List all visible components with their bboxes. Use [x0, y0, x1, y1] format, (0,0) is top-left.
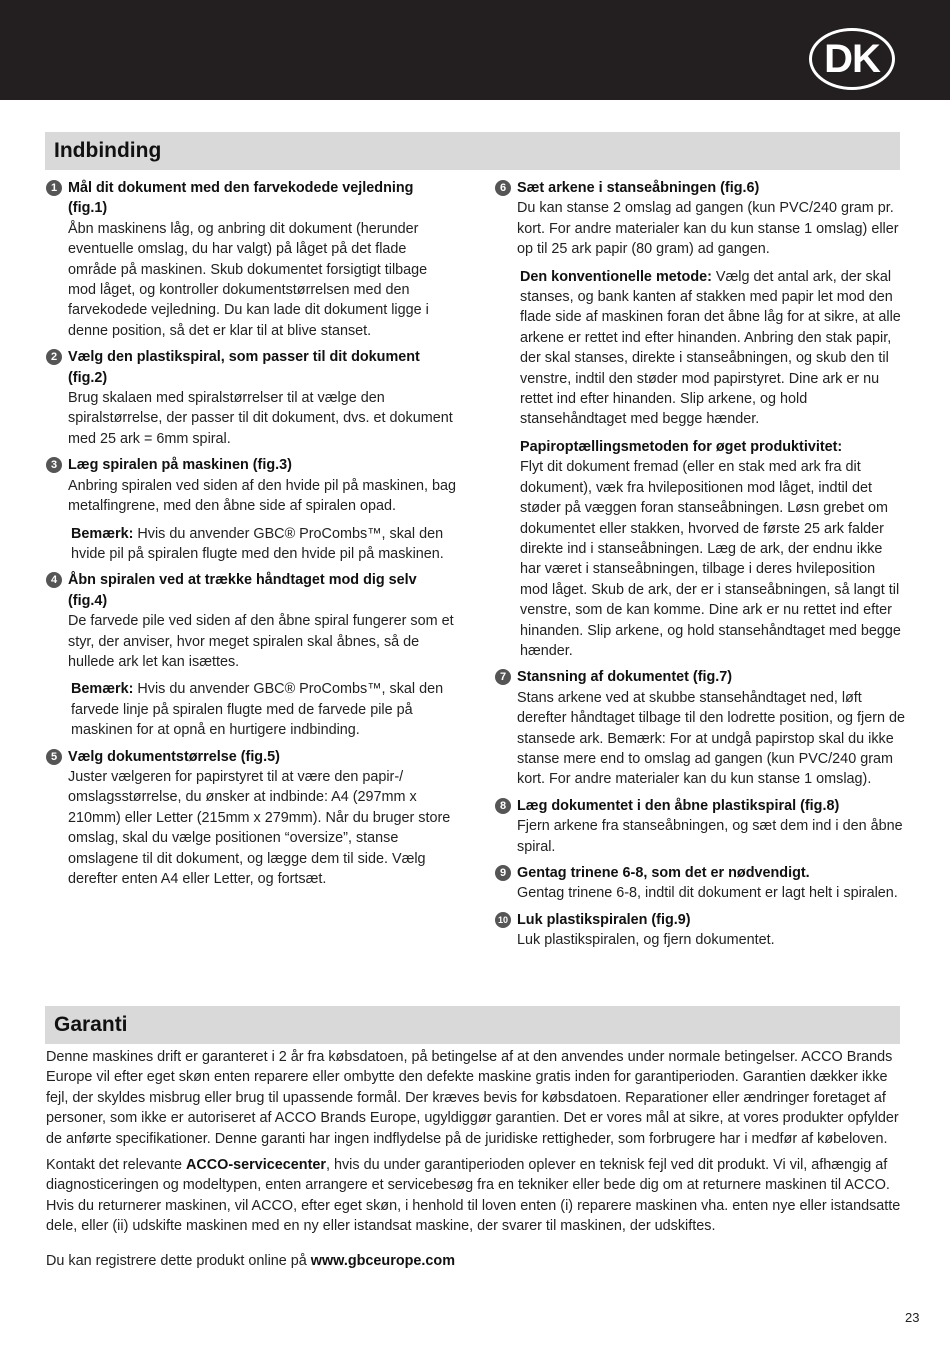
note-text: Hvis du anvender GBC® ProCombs™, skal den hvide pil på spiralen flugte med den hvide pil på maskinen. — [71, 525, 444, 562]
step-7 — [495, 667, 905, 789]
method-label: Papiroptællingsmetoden for øget produktivitet: — [520, 438, 843, 455]
method-text: Vælg det antal ark, der skal stanses, og bank kanten af stakken med papir let mod den flade side af maskinen foran det åbne låg for at sikre, at alle arkene er rettet ind efter hinanden. Anbring den stak papir, der skal stanses, direkte i stanseåbningen, og skub den til venstre, indtil den støder mod papirstyret. Dine ark er nu rettet ind efter hinanden. Slip arkene, og hold stansehåndtaget med begge hænder. — [520, 268, 901, 428]
note — [68, 524, 456, 565]
step-title: Mål dit dokument med den farvekodede vejledning (fig.1) — [68, 180, 414, 217]
section-title-garanti: Garanti — [45, 1006, 900, 1044]
left-column — [46, 178, 456, 895]
step-title: Sæt arkene i stanseåbningen (fig.6) — [517, 180, 760, 196]
step-number-badge: 2 — [46, 349, 62, 365]
step-1 — [46, 178, 456, 341]
step-9 — [495, 863, 905, 904]
method-label: Den konventionelle metode: — [520, 268, 712, 285]
note-label: Bemærk: — [71, 525, 134, 542]
note-label: Bemærk: — [71, 681, 134, 698]
step-title: Vælg dokumentstørrelse (fig.5) — [68, 748, 280, 765]
step-2 — [46, 347, 456, 449]
step-title: Læg dokumentet i den åbne plastikspiral (fig.8) — [517, 797, 840, 814]
step-5 — [46, 747, 456, 890]
language-badge: DK — [809, 28, 895, 90]
step-number-badge: 1 — [46, 180, 62, 196]
step-number-badge: 5 — [46, 749, 62, 765]
step-body: De farvede pile ved siden af den åbne spiral fungerer som et styr, der anviser, hvor meget spiralen skal åbnes, så de hullede ark let kan isættes. — [68, 613, 454, 670]
paragraph-text: Kontakt det relevante — [46, 1157, 186, 1174]
register-text: Du kan registrere dette produkt online på — [46, 1252, 311, 1269]
step-number-badge: 10 — [495, 912, 511, 928]
step-title: Stansning af dokumentet (fig.7) — [517, 669, 733, 686]
right-column — [495, 178, 905, 957]
paragraph-text: , hvis du under garantiperioden oplever en teknisk fejl ved dit produkt. Vi vil, afhængig af diagnosticeringen og modeltypen, enten arrangere et servicebesøg fra en tekniker eller bede dig om at returnere maskinen til ACCO. Hvis du returnerer maskinen, vil ACCO, efter eget skøn, i henhold til loven enten (i) reparere maskinen vha. enten nye eller istandsatte dele, eller (ii) udskifte maskinen med en ny eller istandsat maskine, der svarer til maskinen, der udskiftes. — [46, 1157, 901, 1235]
step-title: Luk plastikspiralen (fig.9) — [517, 911, 691, 928]
section-title-indbinding: Indbinding — [45, 132, 900, 170]
step-title: Læg spiralen på maskinen (fig.3) — [68, 457, 292, 474]
step-4 — [46, 570, 456, 740]
top-banner — [0, 0, 950, 100]
method-counting — [517, 437, 905, 661]
step-number-badge: 3 — [46, 457, 62, 473]
method-conventional — [517, 267, 905, 430]
step-title: Gentag trinene 6-8, som det er nødvendigt. — [517, 865, 810, 881]
step-title: Vælg den plastikspiral, som passer til dit dokument (fig.2) — [68, 349, 420, 386]
step-number-badge: 4 — [46, 572, 62, 588]
step-10 — [495, 910, 905, 951]
step-body: Stans arkene ved at skubbe stansehåndtaget ned, løft derefter håndtaget tilbage til den lodrette position, og fjern de stansede ark. Bemærk: For at undgå papirstop skal du ikke stanse mere end to omslag ad gangen (kun PVC/240 gram kort. For andre materialer kan du kun stanse 1 omslag). — [517, 689, 906, 788]
step-body: Juster vælgeren for papirstyret til at være den papir-/ omslagsstørrelse, du ønsker at indbinde: A4 (297mm x 210mm) eller Letter (215mm x 279mm). Når du bruger store omslag, skal du vælge positionen “oversize”, stanse omslagene til dit dokument, og lægge dem til side. Vælg derefter enten A4 eller Letter, og fortsæt. — [68, 768, 451, 887]
step-number-badge: 6 — [495, 180, 511, 196]
warranty-text — [46, 1047, 902, 1277]
step-number-badge: 7 — [495, 669, 511, 685]
step-8 — [495, 796, 905, 857]
step-3 — [46, 455, 456, 564]
website-link[interactable]: www.gbceurope.com — [310, 1252, 455, 1269]
step-title: Åbn spiralen ved at trække håndtaget mod dig selv (fig.4) — [68, 572, 417, 609]
warranty-paragraph-1: Denne maskines drift er garanteret i 2 år fra købsdatoen, på betingelse af at den anvendes under normale betingelser. ACCO Brands Europe vil efter eget skøn enten reparere eller ombytte den defekte maskine gratis inden for garantiperioden. Garantien dækker ikke fejl, der skyldes misbrug eller brug til upassende formål. Der kræves bevis for købsdatoen. Reparationer eller ændringer foretaget af personer, som ikke er autoriseret af ACCO Brands Europe, ugyldiggør garantien. Det er vores mål at sikre, at vores produkter opfylder de anførte specifikationer. Denne garanti har ingen indflydelse på de juridiske rettigheder, som forbrugere har i medfør af købeloven. — [46, 1049, 899, 1147]
step-body: Brug skalaen med spiralstørrelser til at vælge den spiralstørrelse, der passer til dit dokument, dvs. et dokument med 25 ark = 6mm spiral. — [68, 390, 453, 447]
note — [68, 679, 456, 740]
service-center-name: ACCO-servicecenter — [186, 1157, 326, 1174]
step-body: Anbring spiralen ved siden af den hvide pil på maskinen, bag metalfingrene, med den åbne side af spiralen opad. — [68, 477, 456, 515]
register-paragraph — [46, 1251, 902, 1271]
warranty-paragraph-2 — [46, 1155, 902, 1237]
page-number: 23 — [905, 1310, 920, 1325]
step-body: Gentag trinene 6-8, indtil dit dokument er lagt helt i spiralen. — [517, 885, 898, 902]
step-number-badge: 9 — [495, 865, 511, 881]
step-body: Åbn maskinens låg, og anbring dit dokument (herunder eventuelle omslag, du har valgt) på låget på det flade område på maskinen. Skub dokumentet forsigtigt tilbage mod låget, og kontroller dokumentstørrelsen med den farvekodede vejledning. Du kan lade dit dokument ligge i denne position, så det er klar til at blive stanset. — [68, 220, 429, 339]
step-number-badge: 8 — [495, 798, 511, 814]
method-text: Flyt dit dokument fremad (eller en stak med ark fra dit dokument), væk fra hvilepositionen mod låget, indtil det støder på væggen foran stanseåbningen. Løsn grebet om dokumentet eller stakken, hvorved de første 25 ark falder direkte ind i stanseåbningen. Læg de ark, der endnu ikke har været i stanseåbningen, tilbage i deres hvileposition mod låget. Skub de ark, der er i stanseåbningen, så langt til venstre, som de kan komme. Dine ark er nu rettet ind efter hinanden. Slip arkene, og hold stansehåndtaget med begge hænder. — [520, 459, 901, 659]
step-body: Luk plastikspiralen, og fjern dokumentet. — [517, 932, 775, 949]
step-6 — [495, 178, 905, 661]
step-body: Du kan stanse 2 omslag ad gangen (kun PVC/240 gram pr. kort. For andre materialer kan du kun stanse 1 omslag) eller op til 25 ark papir (80 gram) ad gangen. — [517, 200, 899, 258]
note-text: Hvis du anvender GBC® ProCombs™, skal den farvede linje på spiralen flugte med de farvede pile på maskinen for at opnå en hurtigere indbinding. — [71, 681, 444, 739]
step-body: Fjern arkene fra stanseåbningen, og sæt dem ind i den åbne spiral. — [517, 818, 903, 855]
